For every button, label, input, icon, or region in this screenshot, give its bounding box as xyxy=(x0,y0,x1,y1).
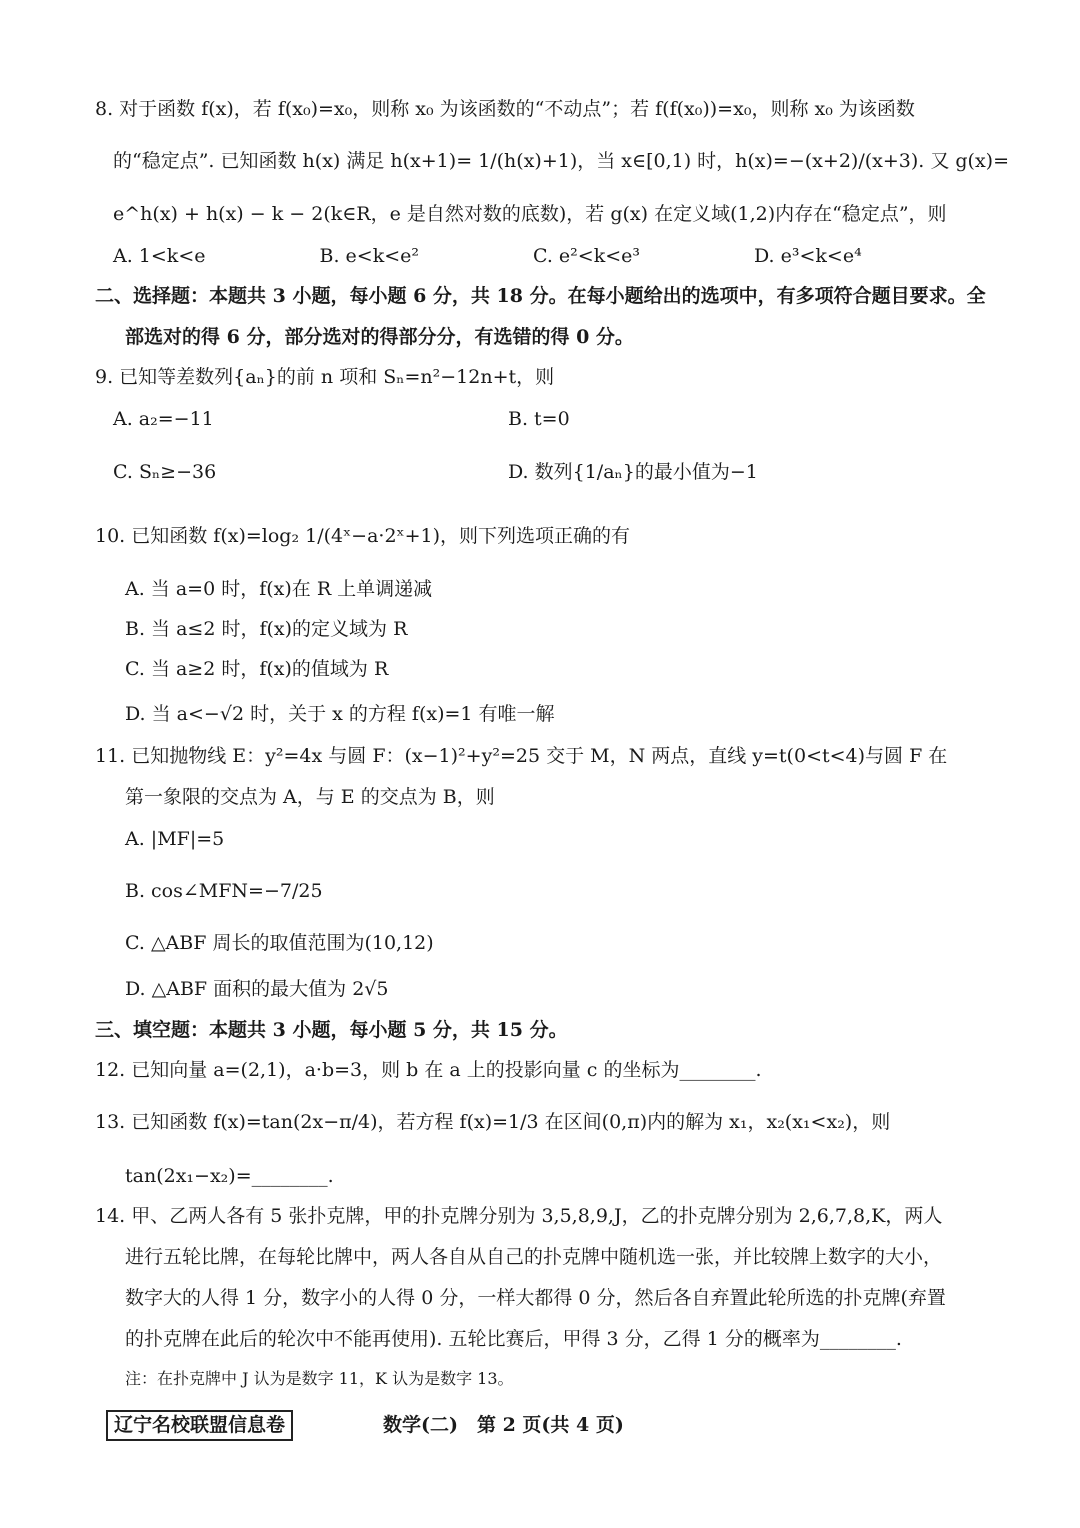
q10-a: A. 当 a=0 时，f(x)在 R 上单调递减 xyxy=(125,578,433,600)
footer-brand: 辽宁名校联盟信息卷 xyxy=(106,1410,293,1441)
footer-page-title: 数学(二) 第 2 页(共 4 页) xyxy=(383,1414,624,1436)
q9-b: B. t=0 xyxy=(508,408,570,430)
q8-opts: A. 1<k<e B. e<k<e² C. e²<k<e³ D. e³<k<e⁴ xyxy=(113,245,862,267)
q14-line3: 数字大的人得 1 分，数字小的人得 0 分，一样大都得 0 分，然后各自弃置此轮所选的扑克牌(弃置 xyxy=(125,1287,946,1309)
q11-line2: 第一象限的交点为 A，与 E 的交点为 B，则 xyxy=(125,786,495,808)
q11-line1: 11. 已知抛物线 E：y²=4x 与圆 F：(x−1)²+y²=25 交于 M，N 两点，直线 y=t(0<t<4)与圆 F 在 xyxy=(95,745,948,767)
q10-d: D. 当 a<−√2 时，关于 x 的方程 f(x)=1 有唯一解 xyxy=(125,703,555,725)
q11-d: D. △ABF 面积的最大值为 2√5 xyxy=(125,978,389,1000)
q12: 12. 已知向量 a=(2,1)，a·b=3，则 b 在 a 上的投影向量 c 的坐标为________. xyxy=(95,1059,762,1081)
note: 注：在扑克牌中 J 认为是数字 11，K 认为是数字 13。 xyxy=(125,1369,514,1388)
q13-line1: 13. 已知函数 f(x)=tan(2x−π/4)，若方程 f(x)=1/3 在区间(0,π)内的解为 x₁，x₂(x₁<x₂)，则 xyxy=(95,1111,891,1133)
q9-c: C. Sₙ≥−36 xyxy=(113,461,217,483)
q9-d: D. 数列{1/aₙ}的最小值为−1 xyxy=(508,461,758,483)
q8-line1: 8. 对于函数 f(x)，若 f(x₀)=x₀，则称 x₀ 为该函数的“不动点”；若 f(f(x₀))=x₀，则称 x₀ 为该函数 xyxy=(95,98,915,120)
sec2-line1: 二、选择题：本题共 3 小题，每小题 6 分，共 18 分。在每小题给出的选项中，有多项符合题目要求。全 xyxy=(95,285,986,307)
q11-a: A. |MF|=5 xyxy=(125,828,225,850)
q14-line4: 的扑克牌在此后的轮次中不能再使用). 五轮比赛后，甲得 3 分，乙得 1 分的概率为________. xyxy=(125,1328,902,1350)
q11-b: B. cos∠MFN=−7/25 xyxy=(125,880,323,902)
q14-line2: 进行五轮比牌，在每轮比牌中，两人各自从自己的扑克牌中随机选一张，并比较牌上数字的大小， xyxy=(125,1246,943,1268)
q10-b: B. 当 a≤2 时，f(x)的定义域为 R xyxy=(125,618,408,640)
sec2-line2: 部选对的得 6 分，部分选对的得部分分，有选错的得 0 分。 xyxy=(125,326,634,348)
q8-line3: e^h(x) + h(x) − k − 2(k∈R，e 是自然对数的底数)，若 g(x) 在定义域(1,2)内存在“稳定点”，则 xyxy=(113,203,947,225)
q8-line2: 的“稳定点”. 已知函数 h(x) 满足 h(x+1)= 1/(h(x)+1)，当 x∈[0,1) 时，h(x)=−(x+2)/(x+3). 又 g(x)= xyxy=(113,150,1010,172)
q9-a: A. a₂=−11 xyxy=(113,408,214,430)
q13-line2: tan(2x₁−x₂)=________. xyxy=(125,1165,334,1187)
q10-c: C. 当 a≥2 时，f(x)的值域为 R xyxy=(125,658,389,680)
q9-stem: 9. 已知等差数列{aₙ}的前 n 项和 Sₙ=n²−12n+t，则 xyxy=(95,366,555,388)
sec3: 三、填空题：本题共 3 小题，每小题 5 分，共 15 分。 xyxy=(95,1019,568,1041)
q14-line1: 14. 甲、乙两人各有 5 张扑克牌，甲的扑克牌分别为 3,5,8,9,J，乙的扑克牌分别为 2,6,7,8,K，两人 xyxy=(95,1205,943,1227)
q10-stem: 10. 已知函数 f(x)=log₂ 1/(4ˣ−a·2ˣ+1)，则下列选项正确的有 xyxy=(95,525,631,547)
q11-c: C. △ABF 周长的取值范围为(10,12) xyxy=(125,932,434,954)
